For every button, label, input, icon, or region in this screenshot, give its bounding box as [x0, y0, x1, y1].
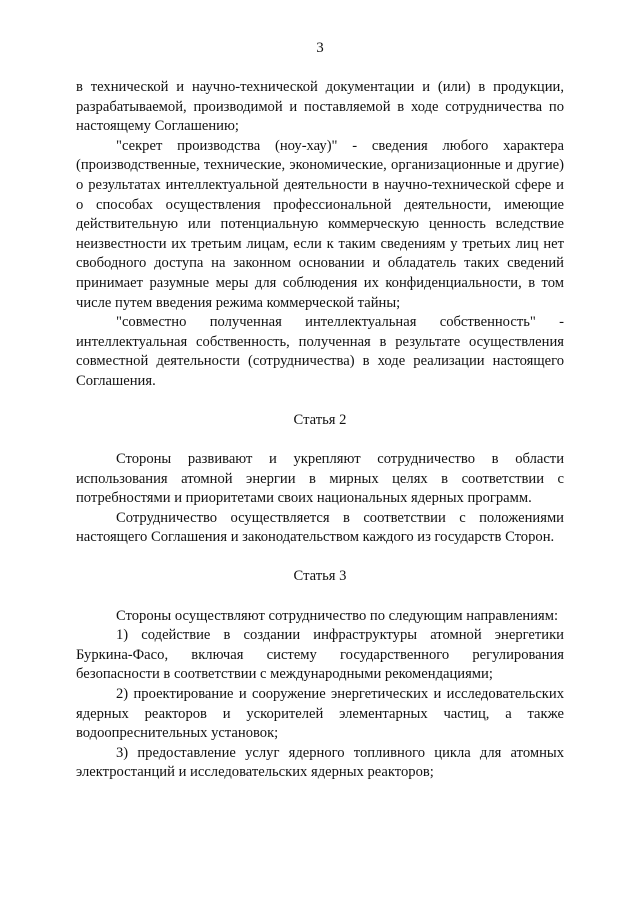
article-3-item: 2) проектирование и сооружение энергетических и исследовательских ядерных реакторов и ускорителей элементарных частиц, а также водоопреснительных установок; — [76, 686, 564, 742]
paragraph-continuation: в технической и научно-технической документации и (или) в продукции, разрабатываемой, производимой и поставляемой в ходе сотрудничества по настоящему Соглашению; — [76, 79, 564, 135]
page-number: 3 — [316, 40, 324, 56]
definition-know-how: "секрет производства (ноу-хау)" - сведения любого характера (производственные, технические, экономические, организационные и другие) о результатах интеллектуальной деятельности в научно-технической сфере и о способах осуществления профессиональной деятельности, имеющие действительную или потенциальную коммерческую ценность вследствие неизвестности их третьим лицам, если к таким сведениям у третьих лиц нет свободного доступа на законном основании и обладатель таких сведений принимает разумные меры для соблюдения их конфиденциальности, в том числе путем введения режима коммерческой тайны; — [76, 137, 564, 311]
definition-joint-ip: "совместно полученная интеллектуальная собственность" - интеллектуальная собственность, полученная в результате осуществления совместной деятельности (сотрудничества) в ходе реализации настоящего Соглашения. — [76, 314, 564, 389]
article-2-paragraph: Сотрудничество осуществляется в соответствии с положениями настоящего Соглашения и законодательством каждого из государств Сторон. — [76, 509, 564, 546]
article-3-item: 3) предоставление услуг ядерного топливного цикла для атомных электростанций и исследовательских ядерных реакторов; — [76, 744, 564, 781]
document-body — [76, 78, 564, 783]
article-3-heading: Статья 3 — [293, 568, 347, 585]
article-3-paragraph: Стороны осуществляют сотрудничество по следующим направлениям: — [116, 607, 559, 624]
article-2-heading: Статья 2 — [293, 411, 347, 428]
article-2-paragraph: Стороны развивают и укрепляют сотрудничество в области использования атомной энергии в мирных целях в соответствии с потребностями и приоритетами своих национальных ядерных программ. — [76, 451, 564, 507]
article-3-item: 1) содействие в создании инфраструктуры атомной энергетики Буркина-Фасо, включая систему государственного регулирования безопасности в соответствии с международными рекомендациями; — [76, 627, 564, 683]
